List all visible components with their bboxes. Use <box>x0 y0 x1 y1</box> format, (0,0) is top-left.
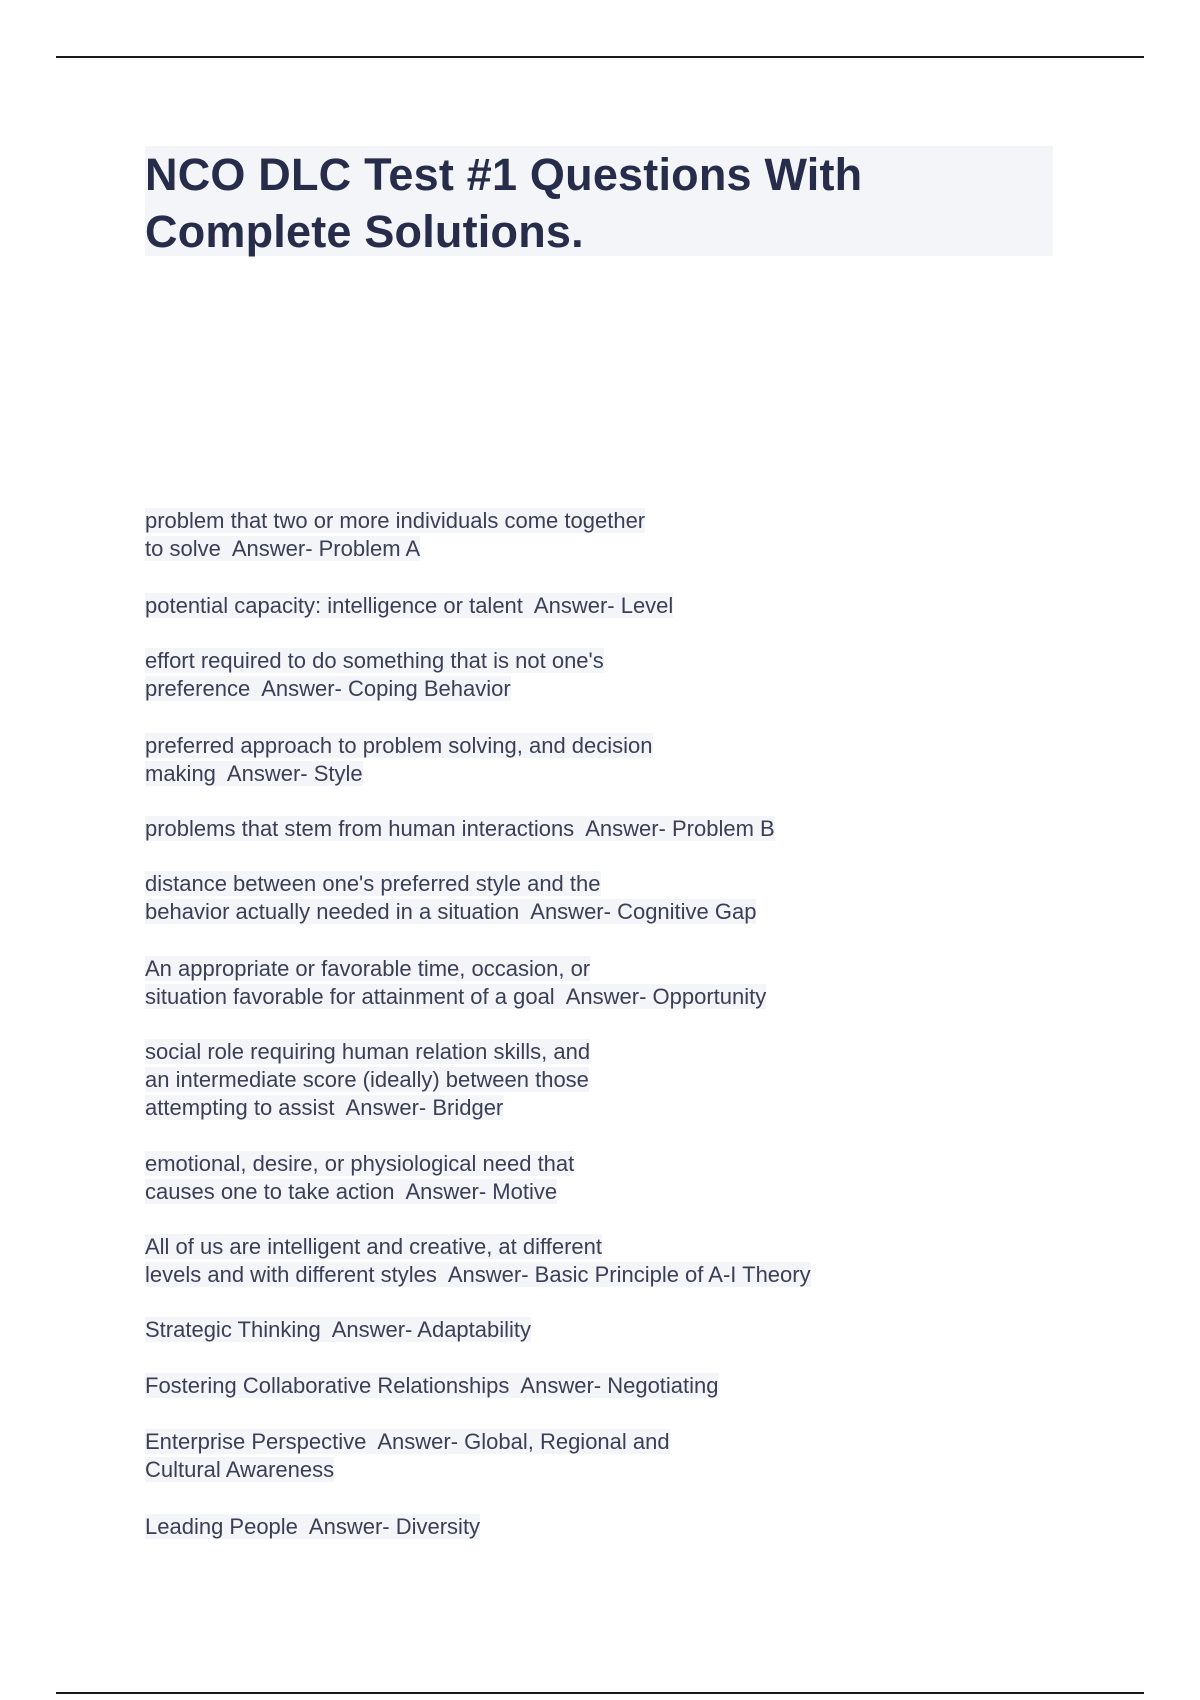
qa-line: levels and with different styles Answer- Basic Principle of A-I Theory <box>145 1262 811 1287</box>
qa-line: problem that two or more individuals come together <box>145 508 646 533</box>
qa-item <box>145 870 756 926</box>
top-rule <box>56 56 1144 58</box>
qa-line: effort required to do something that is not one's <box>145 648 604 673</box>
qa-item <box>145 1038 590 1122</box>
qa-item <box>145 1233 811 1289</box>
qa-line: behavior actually needed in a situation Answer- Cognitive Gap <box>145 899 757 924</box>
qa-item <box>145 1150 574 1206</box>
qa-line: causes one to take action Answer- Motive <box>145 1179 558 1204</box>
qa-line: situation favorable for attainment of a goal Answer- Opportunity <box>145 984 767 1009</box>
qa-line: preference Answer- Coping Behavior <box>145 676 511 701</box>
qa-line: making Answer- Style <box>145 761 363 786</box>
title-block <box>145 146 1053 256</box>
qa-line: attempting to assist Answer- Bridger <box>145 1095 504 1120</box>
document-title <box>145 146 1053 260</box>
qa-item <box>145 815 775 843</box>
qa-line: All of us are intelligent and creative, at different <box>145 1234 602 1259</box>
qa-line: Enterprise Perspective Answer- Global, Regional and <box>145 1429 670 1454</box>
qa-line: preferred approach to problem solving, and decision <box>145 733 653 758</box>
qa-line: Strategic Thinking Answer- Adaptability <box>145 1317 532 1342</box>
qa-item <box>145 647 604 703</box>
qa-line: problems that stem from human interactions Answer- Problem B <box>145 816 775 841</box>
qa-item <box>145 1513 480 1541</box>
qa-item <box>145 592 673 620</box>
qa-line: An appropriate or favorable time, occasion, or <box>145 956 591 981</box>
qa-line: to solve Answer- Problem A <box>145 536 421 561</box>
qa-item <box>145 1316 531 1344</box>
bottom-rule <box>56 1692 1144 1694</box>
qa-line: emotional, desire, or physiological need that <box>145 1151 575 1176</box>
qa-line: distance between one's preferred style and the <box>145 871 601 896</box>
title-line-2: Complete Solutions. <box>145 206 584 257</box>
title-line-1: NCO DLC Test #1 Questions With <box>145 149 863 200</box>
qa-line: Leading People Answer- Diversity <box>145 1514 481 1539</box>
qa-line: potential capacity: intelligence or talent Answer- Level <box>145 593 674 618</box>
qa-line: Fostering Collaborative Relationships Answer- Negotiating <box>145 1373 719 1398</box>
qa-item <box>145 1372 719 1400</box>
qa-item <box>145 732 653 788</box>
qa-line: an intermediate score (ideally) between those <box>145 1067 589 1092</box>
qa-line: social role requiring human relation skills, and <box>145 1039 591 1064</box>
qa-item <box>145 507 645 563</box>
qa-line: Cultural Awareness <box>145 1457 335 1482</box>
qa-item <box>145 1428 670 1484</box>
qa-item <box>145 955 766 1011</box>
